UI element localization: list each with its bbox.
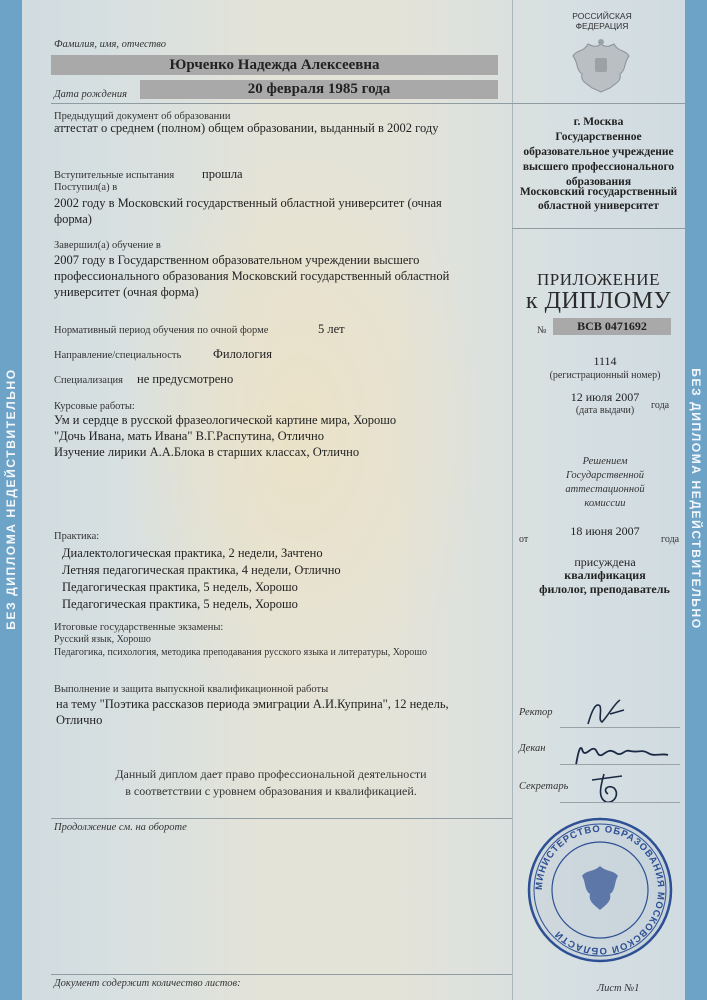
practice-item: Педагогическая практика, 5 недель, Хорошо (62, 597, 298, 611)
prev-doc-label: Предыдущий документ об образовании (54, 111, 231, 122)
number-sign: № (537, 325, 547, 336)
rector-sign-line (560, 727, 680, 728)
institution-line: Московский государственный (519, 186, 678, 198)
completed-line-1: 2007 году в Государственном образовательном учреждении высшего (54, 253, 420, 267)
decision-line: Государственной (565, 470, 645, 481)
period-value: 5 лет (318, 322, 345, 336)
enrolled-line-2: форма) (54, 212, 92, 226)
issue-year-word: года (651, 400, 670, 411)
issue-date: 12 июля 2007 (570, 390, 640, 404)
dean-label: Декан (519, 743, 546, 754)
rights-line-2: в соответствии с уровнем образования и квалификацией. (125, 784, 417, 798)
diploma-number: ВСВ 0471692 (577, 319, 647, 333)
prev-doc-value: аттестат о среднем (полном) общем образовании, выданный в 2002 году (54, 121, 439, 135)
qualification-value: филолог, преподаватель (539, 582, 670, 596)
completed-line-3: университет (очная форма) (54, 285, 199, 299)
institution-line: Государственное (555, 131, 642, 143)
coat-of-arms-icon (570, 38, 632, 94)
right-header-rule (512, 103, 685, 104)
institution-line: высшего профессионального (522, 161, 675, 173)
practice-label: Практика: (54, 531, 100, 542)
sheets-label: Документ содержит количество листов: (54, 978, 241, 989)
specialty-value: Филология (213, 347, 272, 361)
appendix-title-line-2: к ДИПЛОМУ (525, 288, 672, 314)
registration-number: 1114 (593, 354, 617, 368)
footer-rule (51, 818, 512, 819)
specialization-value: не предусмотрено (137, 372, 234, 386)
sheet-number: Лист №1 (597, 983, 640, 994)
enrolled-line-1: 2002 году в Московский государственный областной университет (очная (54, 196, 442, 210)
decision-line: Решением (582, 456, 628, 467)
right-stripe-text: БЕЗ ДИПЛОМА НЕДЕЙСТВИТЕЛЬНО (689, 368, 703, 630)
dob-value: 20 февраля 1985 года (247, 81, 391, 97)
enrolled-label: Поступил(а) в (54, 182, 118, 193)
seal-text: МИНИСТЕРСТВО ОБРАЗОВАНИЯ МОСКОВСКОЙ ОБЛАСТИ (533, 823, 667, 957)
coursework-item: Изучение лирики А.А.Блока в старших классах, Отлично (54, 445, 360, 459)
thesis-line-2: Отлично (56, 713, 103, 727)
country-line-2: ФЕДЕРАЦИЯ (575, 21, 629, 31)
rector-label: Ректор (519, 707, 553, 718)
official-seal-icon (526, 816, 674, 964)
decision-line: комиссии (584, 498, 626, 509)
coursework-label: Курсовые работы: (54, 401, 135, 412)
decision-date: 18 июня 2007 (570, 524, 640, 538)
secretary-sign-line (560, 802, 680, 803)
institution-line: областной университет (538, 200, 659, 212)
dob-label: Дата рождения (54, 89, 127, 100)
exam-item: Русский язык, Хорошо (54, 634, 151, 645)
registration-label: (регистрационный номер) (549, 370, 661, 381)
dean-signature-icon (572, 735, 672, 771)
practice-item: Диалектологическая практика, 2 недели, Зачтено (62, 546, 323, 560)
period-label: Нормативный период обучения по очной форме (54, 325, 269, 336)
left-stripe-text: БЕЗ ДИПЛОМА НЕДЕЙСТВИТЕЛЬНО (4, 368, 18, 630)
exam-item: Педагогика, психология, методика преподавания русского языка и литературы, Хорошо (54, 647, 427, 658)
specialization-label: Специализация (54, 375, 124, 386)
awarded-line: присуждена (574, 555, 636, 569)
entrance-label: Вступительные испытания (54, 170, 175, 181)
appendix-title-line-1: ПРИЛОЖЕНИЕ (537, 270, 660, 289)
completed-line-2: профессионального образования Московский государственный областной (54, 269, 450, 283)
name-label: Фамилия, имя, отчество (54, 39, 166, 50)
rector-signature-icon (580, 696, 630, 730)
institution-line: образования (565, 176, 632, 188)
name-value: Юрченко Надежда Алексеевна (169, 57, 380, 73)
secretary-label: Секретарь (519, 781, 569, 792)
sheets-rule (51, 974, 512, 975)
from-word: от (519, 534, 529, 545)
awarded-line: квалификация (564, 568, 646, 582)
completed-label: Завершил(а) обучение в (54, 240, 161, 251)
continued-note: Продолжение см. на обороте (54, 822, 187, 833)
thesis-line-1: на тему "Поэтика рассказов периода эмиграции А.И.Куприна", 12 недель, (56, 697, 449, 711)
header-rule (51, 103, 512, 104)
issue-date-label: (дата выдачи) (575, 405, 635, 416)
institution-line: образовательное учреждение (523, 146, 674, 158)
decision-year-word: года (661, 534, 680, 545)
decision-line: аттестационной (565, 484, 645, 495)
coursework-item: Ум и сердце в русской фразеологической картине мира, Хорошо (54, 413, 397, 427)
exams-label: Итоговые государственные экзамены: (54, 622, 224, 633)
coursework-item: "Дочь Ивана, мать Ивана" В.Г.Распутина, Отлично (54, 429, 324, 443)
entrance-value: прошла (202, 167, 243, 181)
institution-line: г. Москва (573, 116, 624, 128)
dean-sign-line (560, 764, 680, 765)
practice-item: Летняя педагогическая практика, 4 недели, Отлично (62, 563, 341, 577)
specialty-label: Направление/специальность (54, 350, 182, 361)
practice-item: Педагогическая практика, 5 недель, Хорошо (62, 580, 298, 594)
rights-line-1: Данный диплом дает право профессиональной деятельности (115, 767, 427, 781)
right-institution-rule (512, 228, 685, 229)
thesis-label: Выполнение и защита выпускной квалификационной работы (54, 684, 329, 695)
country-line-1: РОССИЙСКАЯ (572, 11, 632, 21)
